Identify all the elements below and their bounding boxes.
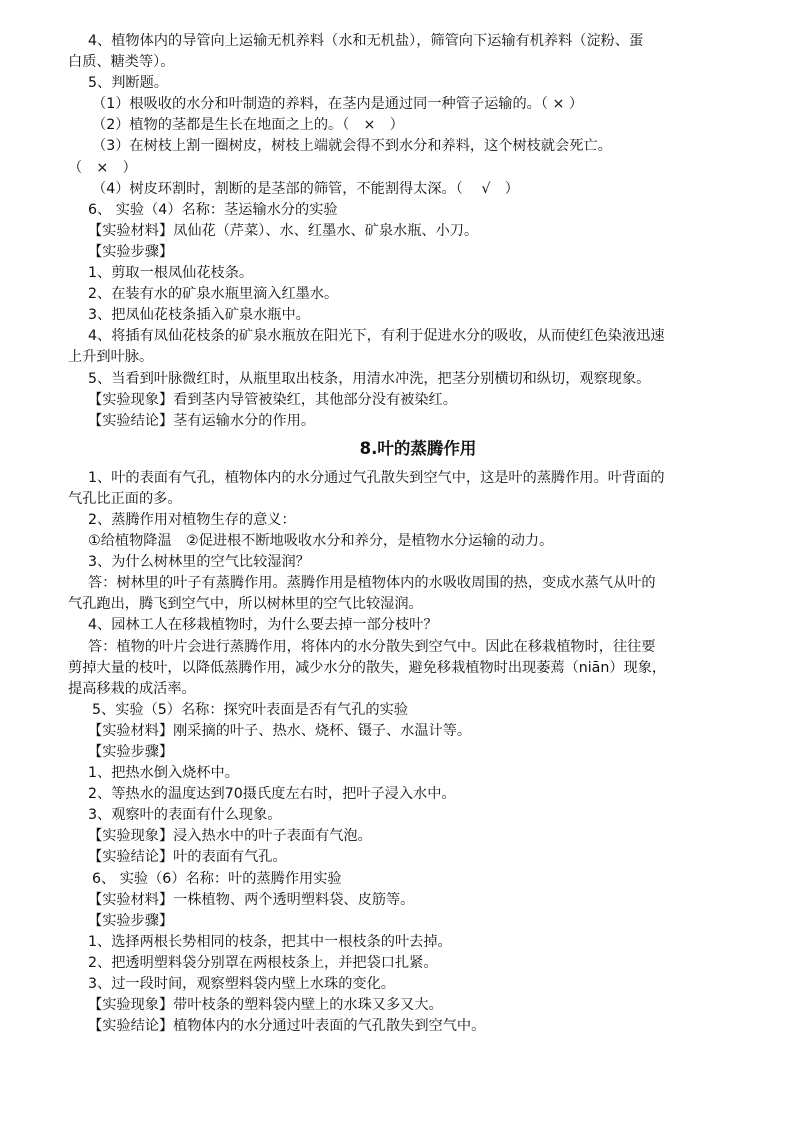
text-line: （1）根吸收的水分和叶制造的养料，在茎内是通过同一种管子运输的。（ × ）	[92, 96, 584, 113]
section-heading: 8.叶的蒸腾作用	[359, 438, 477, 458]
text-line: 【实验结论】茎有运输水分的作用。	[88, 412, 316, 429]
text-line: 上升到叶脉。	[68, 349, 154, 366]
text-line: 【实验材料】凤仙花（芹菜）、水、红墨水、矿泉水瓶、小刀。	[88, 222, 479, 239]
text-line: 【实验步骤】	[88, 243, 174, 260]
text-line: 【实验步骤】	[88, 744, 174, 760]
answer-line: 剪掉大量的枝叶，以降低蒸腾作用，减少水分的散失，避免移栽植物时出现萎蔫（niān）现象，	[68, 659, 667, 676]
text-line: 白质、糖类等）。	[68, 54, 175, 71]
text-line: 【实验步骤】	[88, 912, 174, 929]
answer-line: 答：植物的叶片会进行蒸腾作用，将体内的水分散失到空气中。因此在移栽植物时，往往要	[88, 638, 656, 655]
text-line: （ × ）	[68, 159, 137, 176]
experiment-title: 5、实验（5）名称：探究叶表面是否有气孔的实验	[92, 701, 408, 718]
experiment-title: 6、 实验（6）名称：叶的蒸腾作用实验	[92, 870, 342, 887]
text-line: 2、在装有水的矿泉水瓶里滴入红墨水。	[88, 286, 339, 303]
text-line: 1、剪取一根凤仙花枝条。	[88, 265, 254, 282]
text-line: 【实验结论】叶的表面有气孔。	[88, 849, 287, 866]
text-line: 5、当看到叶脉微红时，从瓶里取出枝条，用清水冲洗，把茎分别横切和纵切，观察现象。	[88, 370, 651, 387]
text-line: ①给植物降温 ②促进根不断地吸收水分和养分，是植物水分运输的动力。	[88, 533, 554, 550]
text-line: 3、把凤仙花枝条插入矿泉水瓶中。	[88, 307, 310, 324]
text-line: 1、选择两根长势相同的枝条，把其中一根枝条的叶去掉。	[88, 933, 452, 950]
text-line: （2）植物的茎都是生长在地面之上的。（ × ）	[92, 117, 404, 134]
text-line: 【实验材料】一株植物、两个透明塑料袋、皮筋等。	[88, 891, 415, 908]
text-line: 2、等热水的温度达到70摄氏度左右时，把叶子浸入水中。	[88, 786, 456, 803]
text-line: （3）在树枝上割一圈树皮，树枝上端就会得不到水分和养料，这个树枝就会死亡。	[92, 138, 612, 155]
text-line: 2、把透明塑料袋分别罩在两根枝条上，并把袋口扎紧。	[88, 954, 438, 971]
text-line: 【实验现象】浸入热水中的叶子表面有气泡。	[88, 828, 372, 845]
document-page	[68, 31, 748, 1037]
text-line: 5、判断题。	[88, 75, 168, 92]
text-line: （4）树皮环割时，割断的是茎部的筛管，不能割得太深。（ √ ）	[92, 180, 519, 197]
answer-line: 提高移栽的成活率。	[68, 680, 196, 697]
text-line: 3、观察叶的表面有什么现象。	[88, 807, 282, 824]
answer-line: 答：树林里的叶子有蒸腾作用。蒸腾作用是植物体内的水吸收周围的热，变成水蒸气从叶的	[88, 575, 656, 592]
text-line: 3、过一段时间，观察塑料袋内壁上水珠的变化。	[88, 976, 395, 993]
text-line: 4、将插有凤仙花枝条的矿泉水瓶放在阳光下，有利于促进水分的吸收，从而使红色染液迅速	[88, 328, 665, 345]
text-line: 【实验材料】刚采摘的叶子、热水、烧杯、镊子、水温计等。	[88, 722, 472, 739]
text-line: 4、植物体内的导管向上运输无机养料（水和无机盐），筛管向下运输有机养料（淀粉、蛋	[88, 33, 644, 49]
answer-line: 气孔跑出，腾飞到空气中，所以树林里的空气比较湿润。	[68, 596, 423, 613]
text-line: 气孔比正面的多。	[68, 490, 182, 507]
experiment-title: 6、 实验（4）名称：茎运输水分的实验	[88, 201, 338, 218]
question-line: 4、园林工人在移栽植物时，为什么要去掉一部分枝叶？	[88, 617, 438, 634]
text-line: 【实验结论】植物体内的水分通过叶表面的气孔散失到空气中。	[88, 1018, 486, 1035]
text-line: 1、叶的表面有气孔，植物体内的水分通过气孔散失到空气中，这是叶的蒸腾作用。叶背面的	[88, 469, 665, 486]
question-line: 3、为什么树林里的空气比较湿润？	[88, 554, 310, 571]
text-line: 【实验现象】看到茎内导管被染红，其他部分没有被染红。	[88, 391, 457, 408]
text-line: 【实验现象】带叶枝条的塑料袋内壁上的水珠又多又大。	[88, 997, 443, 1014]
text-line: 2、蒸腾作用对植物生存的意义：	[88, 511, 296, 528]
text-line: 1、把热水倒入烧杯中。	[88, 765, 239, 782]
